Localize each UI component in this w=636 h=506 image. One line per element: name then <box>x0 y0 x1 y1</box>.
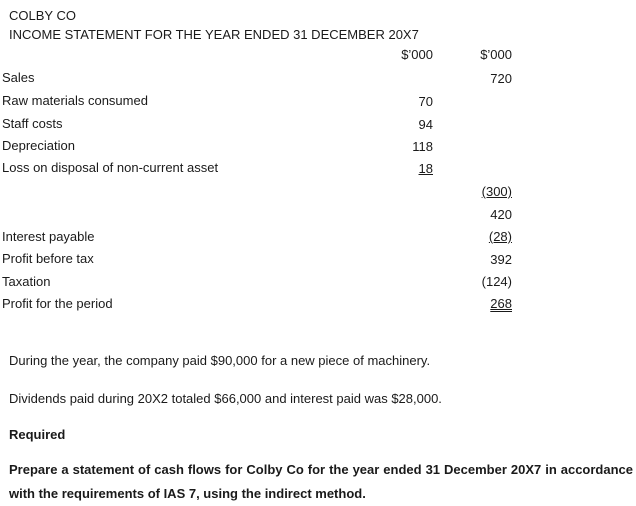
statement-title: INCOME STATEMENT FOR THE YEAR ENDED 31 DECEMBER 20X7 <box>9 27 419 42</box>
operating-profit-value: 420 <box>490 207 512 222</box>
profit-before-tax-label: Profit before tax <box>2 251 94 266</box>
sales-value: 720 <box>490 71 512 86</box>
total-costs-value: (300) <box>481 184 512 199</box>
profit-for-period-label: Profit for the period <box>2 296 113 311</box>
col1-unit-header: $’000 <box>401 47 433 62</box>
required-heading: Required <box>9 427 66 442</box>
loss-disposal-value: 18 <box>418 161 433 176</box>
depreciation-label: Depreciation <box>2 138 75 153</box>
raw-materials-label: Raw materials consumed <box>2 93 148 108</box>
staff-costs-value: 94 <box>418 117 433 132</box>
company-name: COLBY CO <box>9 8 76 23</box>
loss-disposal-label: Loss on disposal of non-current asset <box>2 160 219 175</box>
depreciation-value: 118 <box>412 139 433 154</box>
required-text: Prepare a statement of cash flows for Colby Co for the year ended 31 December 20X7 in accordance with the requirements of IAS 7, using the indirect method. <box>9 462 633 501</box>
col2-unit-header: $’000 <box>480 47 512 62</box>
taxation-value: (124) <box>481 274 512 289</box>
machinery-note: During the year, the company paid $90,000 for a new piece of machinery. <box>9 353 431 368</box>
dividends-note: Dividends paid during 20X2 totaled $66,000 and interest paid was $28,000. <box>9 391 442 406</box>
profit-for-period-value: 268 <box>490 296 512 311</box>
staff-costs-label: Staff costs <box>2 116 63 131</box>
sales-label: Sales <box>2 70 35 85</box>
raw-materials-value: 70 <box>418 94 433 109</box>
taxation-label: Taxation <box>2 274 51 289</box>
interest-payable-label: Interest payable <box>2 229 95 244</box>
profit-before-tax-value: 392 <box>490 252 512 267</box>
interest-payable-value: (28) <box>488 229 512 244</box>
